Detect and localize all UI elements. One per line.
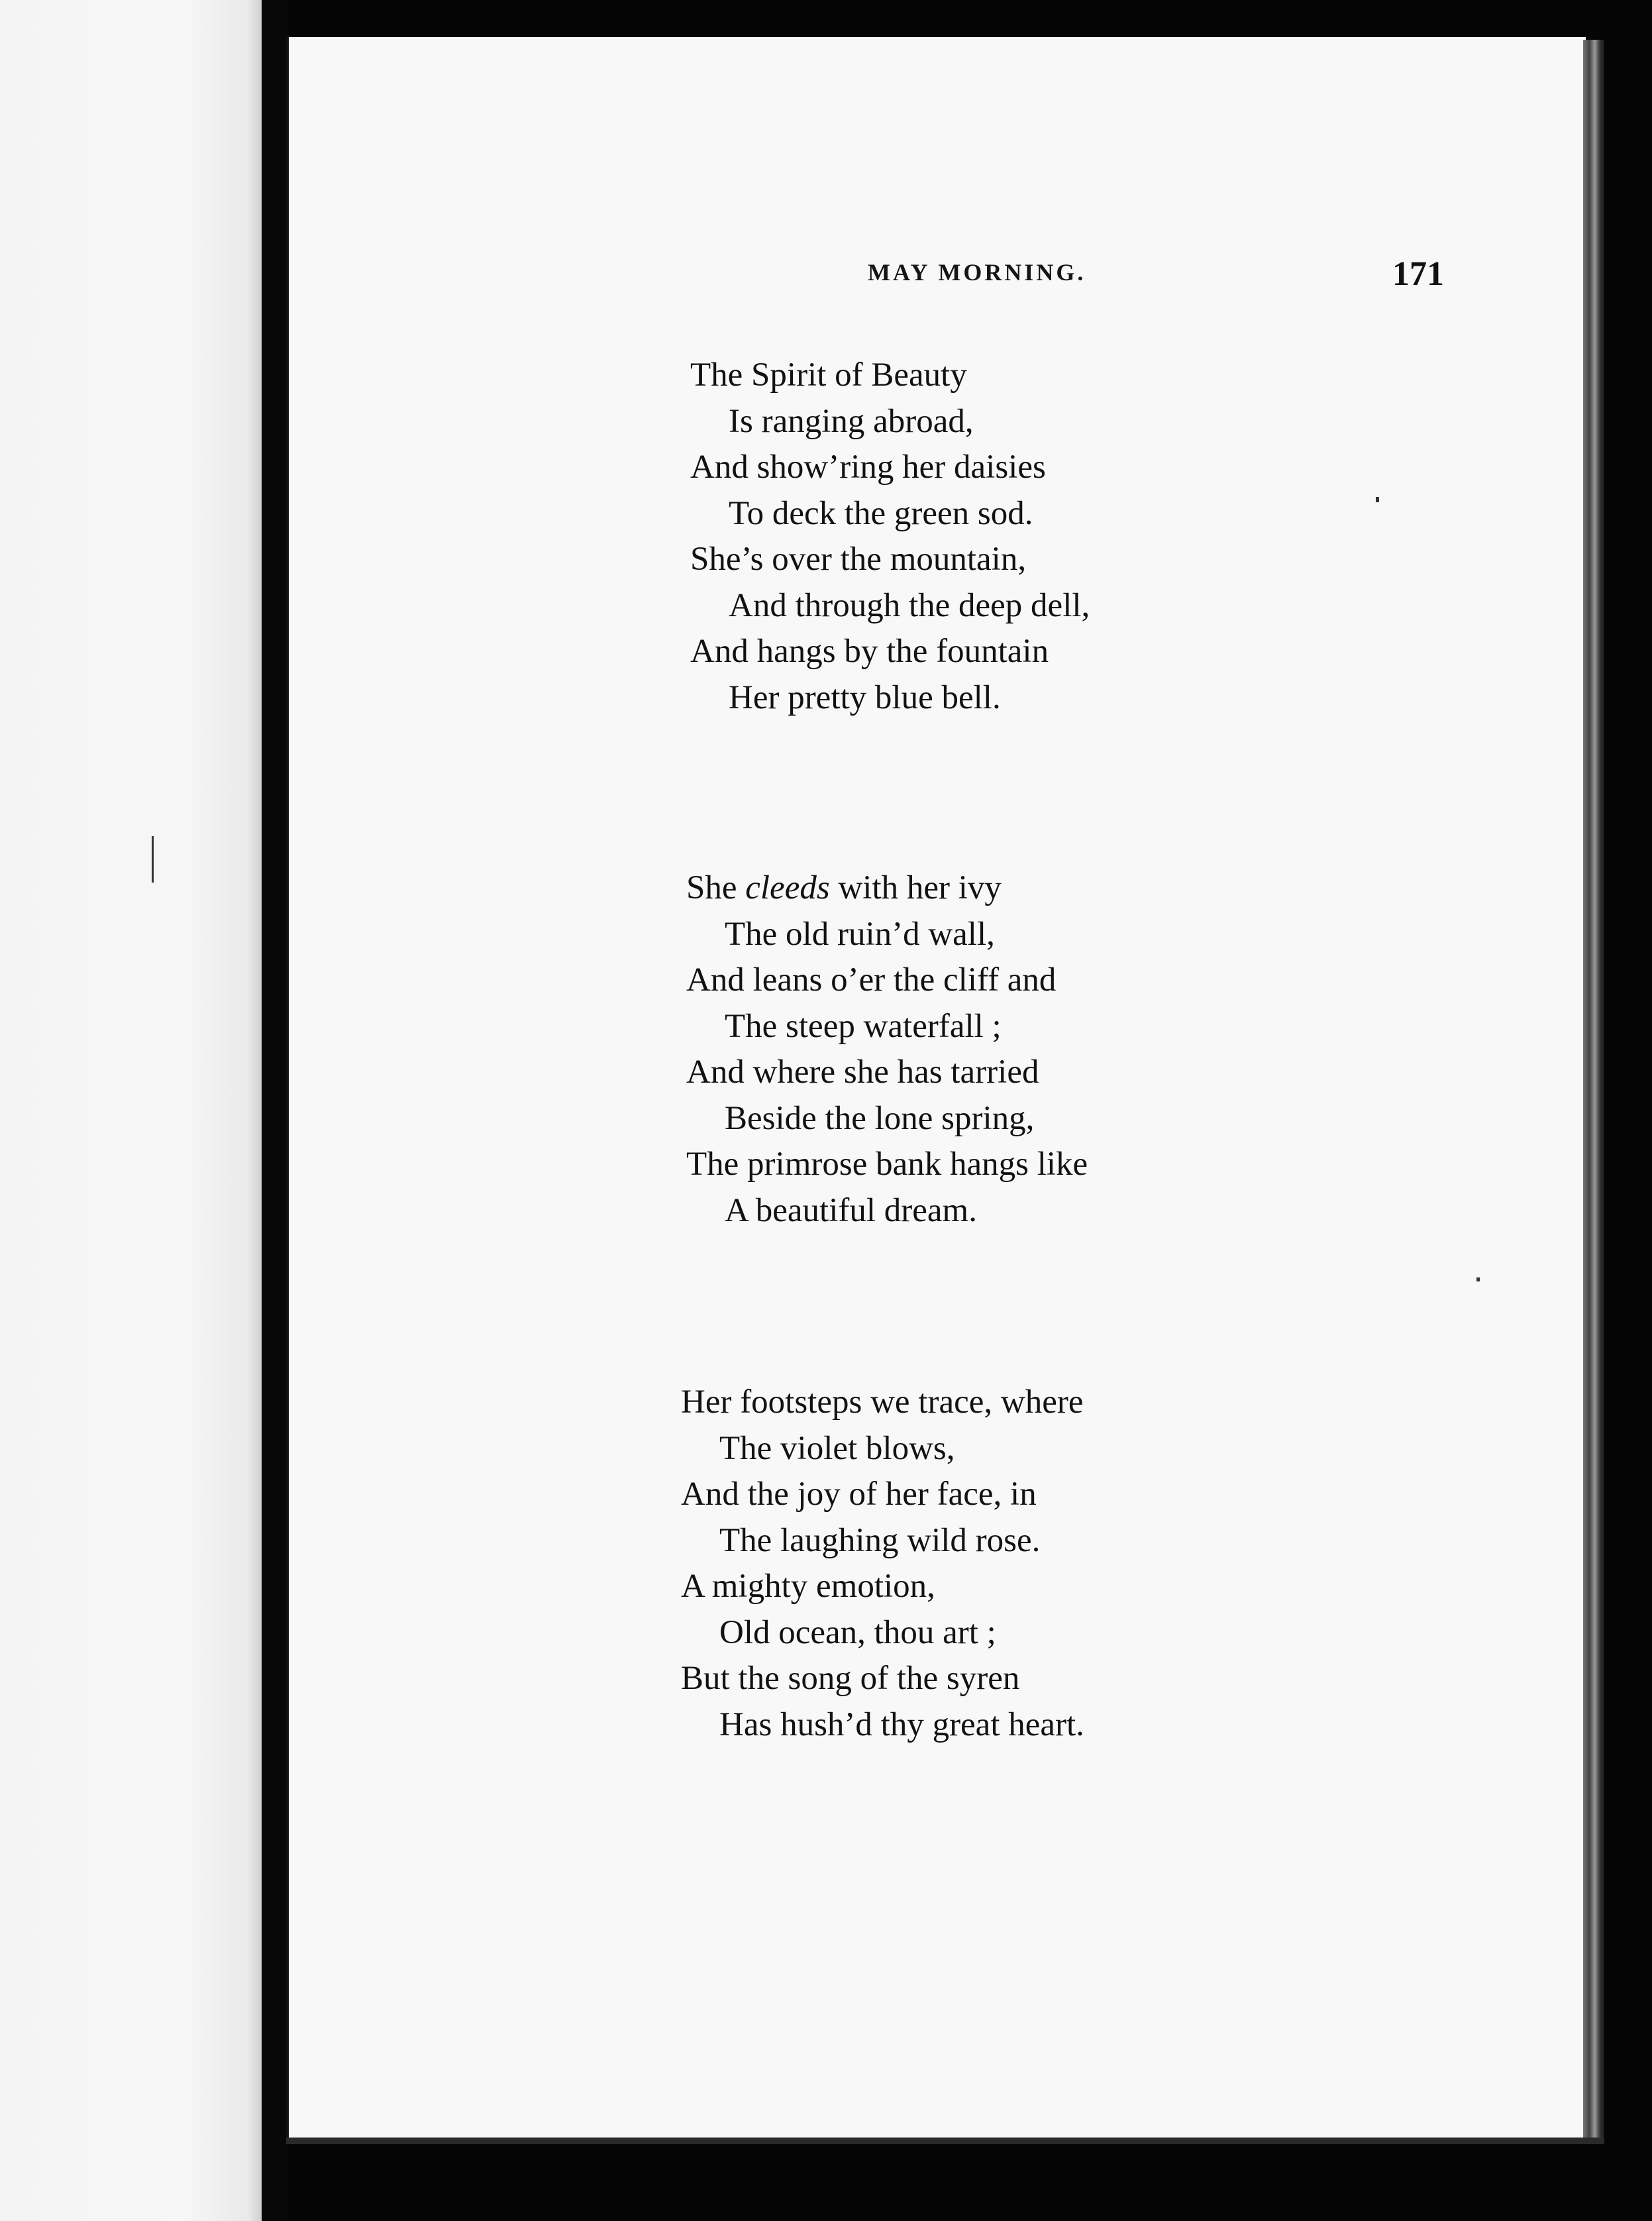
poem-line: A mighty emotion, <box>681 1568 935 1605</box>
left-page-blank <box>0 0 262 2221</box>
poem-line: The primrose bank hangs like <box>686 1146 1088 1183</box>
poem-line <box>686 865 1088 912</box>
poem-line: The Spirit of Beauty <box>690 356 967 394</box>
poem-line: The violet blows, <box>719 1429 955 1467</box>
page-bottom-edge <box>286 2138 1604 2144</box>
page-edge-shadow <box>1583 40 1604 2140</box>
poem-line: Her footsteps we trace, where <box>681 1383 1084 1421</box>
poem-line: The old ruin’d wall, <box>725 915 995 953</box>
poem-line: Beside the lone spring, <box>725 1099 1035 1137</box>
poem-line: She’s over the mountain, <box>690 541 1027 578</box>
poem-line: And leans o’er the cliff and <box>686 961 1057 999</box>
poem-text: She <box>686 869 746 906</box>
stanza-2 <box>686 865 1088 1234</box>
poem-line: A beautiful dream. <box>725 1191 977 1229</box>
poem-line: To deck the green sod. <box>729 494 1033 532</box>
stanza-3 <box>681 1380 1084 1748</box>
poem-line: But the song of the syren <box>681 1660 1020 1697</box>
scan-speck <box>1476 1277 1480 1281</box>
running-head: MAY MORNING. <box>868 259 1086 286</box>
poem-line: Has hush’d thy great heart. <box>719 1706 1084 1743</box>
italic-word: cleeds <box>745 869 830 906</box>
poem-line: And through the deep dell, <box>729 586 1090 624</box>
poem-line: The steep waterfall ; <box>725 1007 1002 1045</box>
poem-line: Old ocean, thou art ; <box>719 1613 996 1651</box>
scan-speck <box>1376 497 1379 502</box>
poem-line: And where she has tarried <box>686 1054 1039 1091</box>
poem-line: And hangs by the fountain <box>690 633 1049 670</box>
poem-line: And the joy of her face, in <box>681 1476 1037 1513</box>
scan-speck <box>152 836 154 883</box>
page-number: 171 <box>1392 255 1444 293</box>
stanza-1 <box>690 352 1090 721</box>
poem-text: with her ivy <box>829 869 1002 906</box>
poem-line: Is ranging abroad, <box>729 402 974 440</box>
poem-line: Her pretty blue bell. <box>729 678 1001 716</box>
poem-line: The laughing wild rose. <box>719 1521 1041 1559</box>
book-gutter <box>262 0 288 2221</box>
poem-line: And show’ring her daisies <box>690 449 1046 486</box>
